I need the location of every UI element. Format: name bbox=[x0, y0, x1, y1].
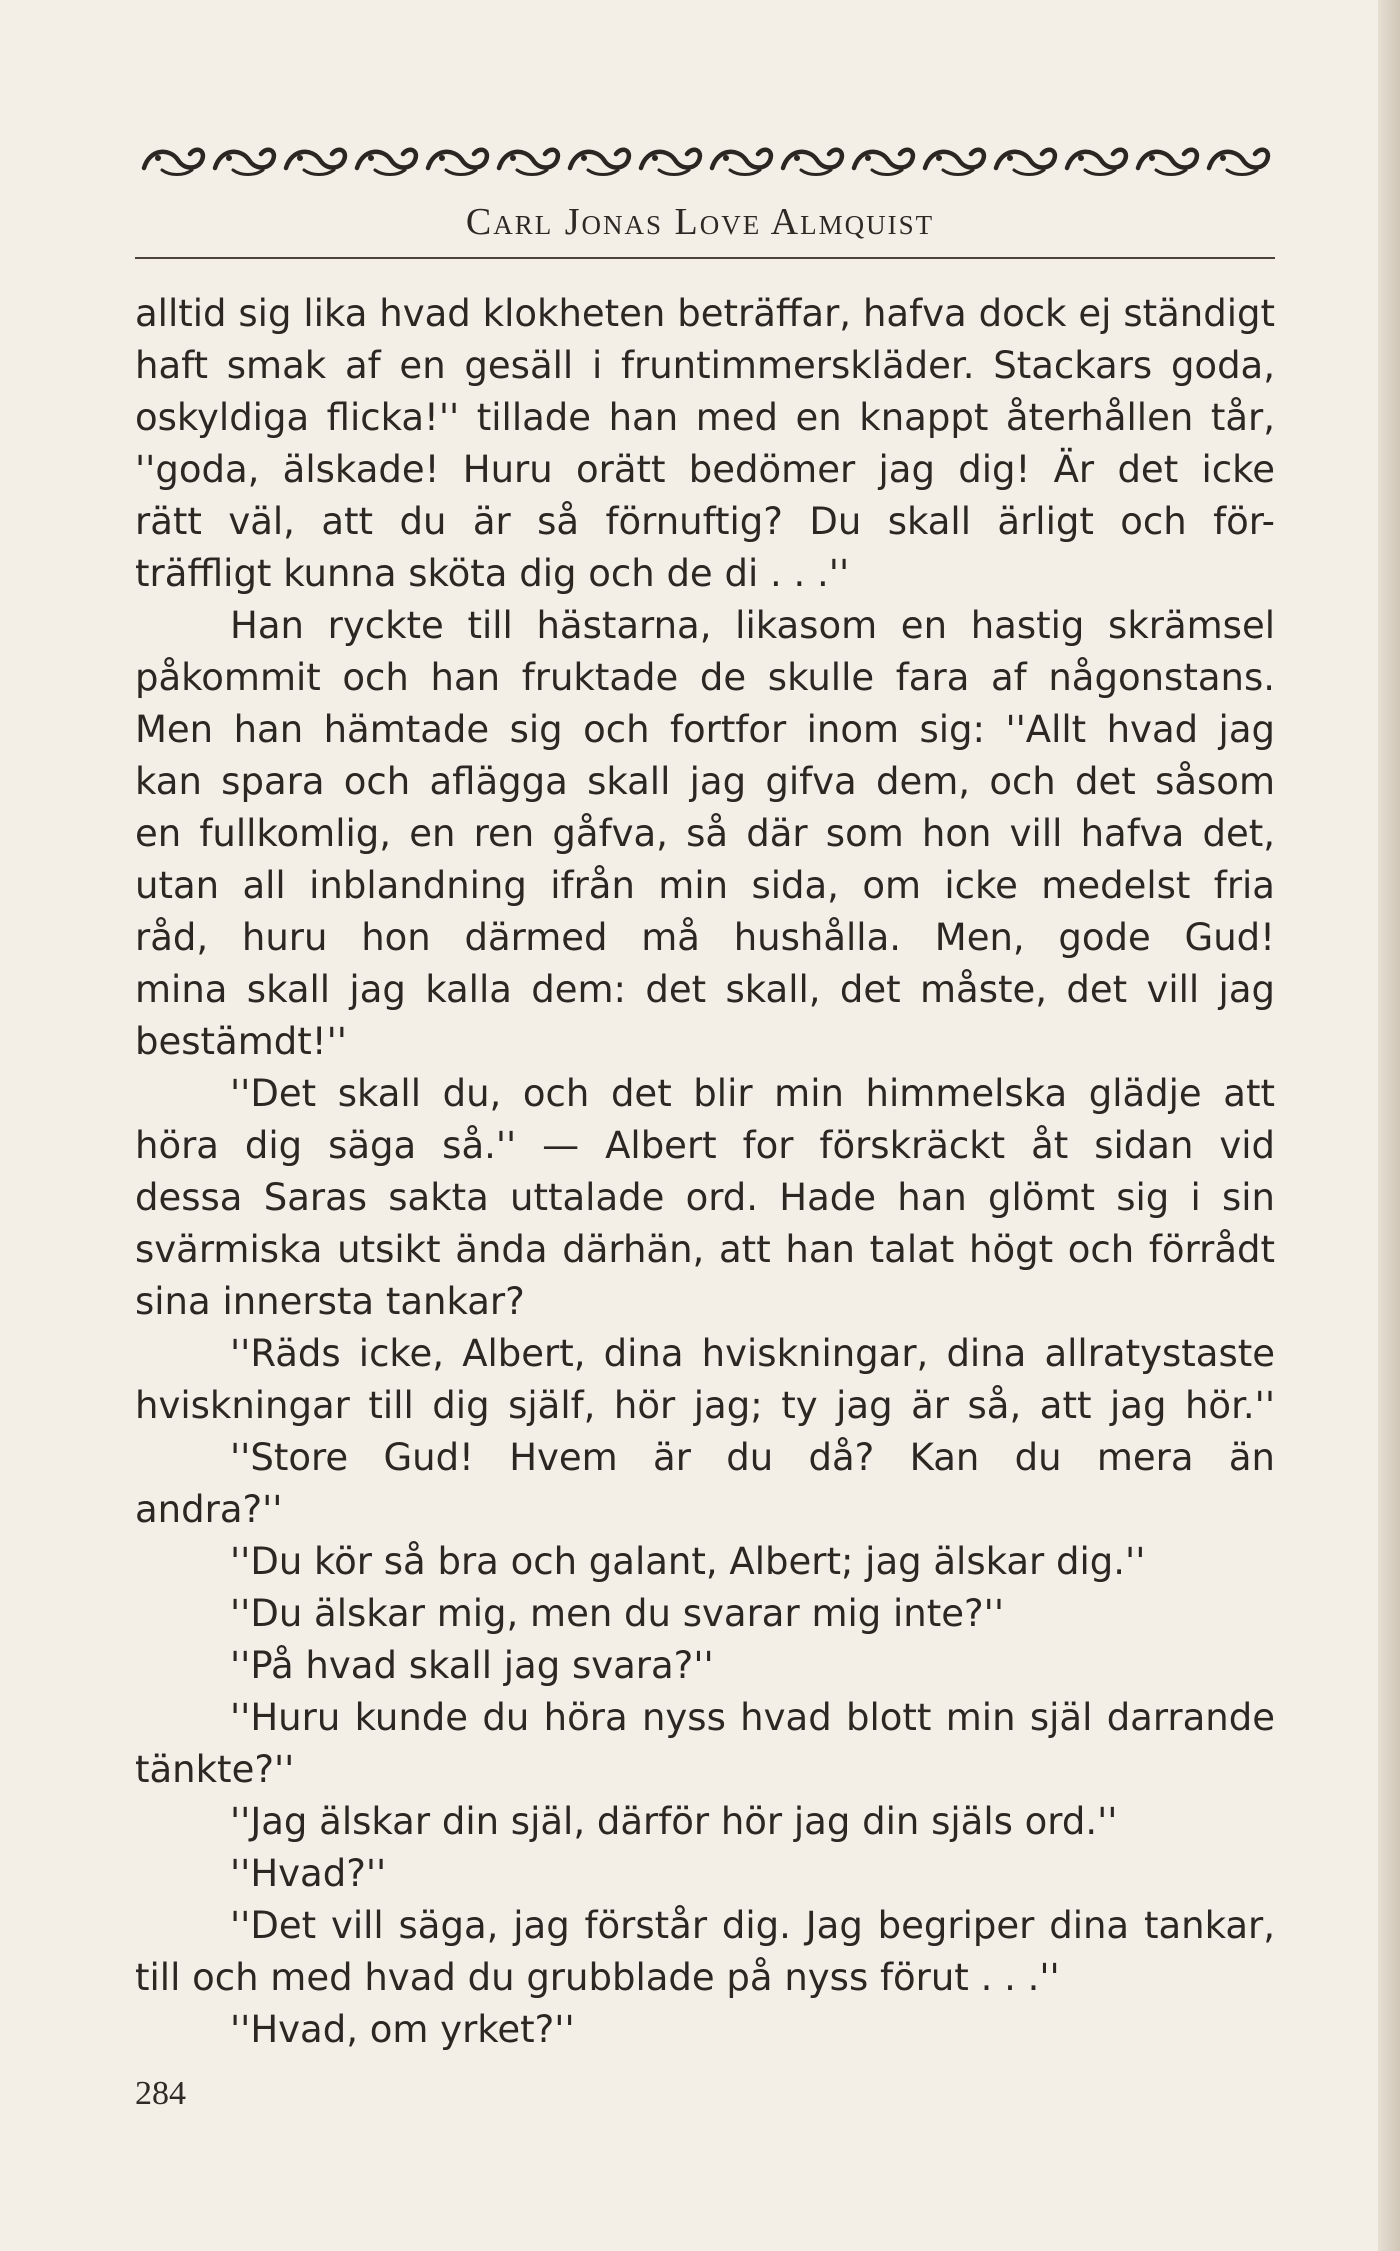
page-number: 284 bbox=[135, 2075, 186, 2112]
text-line: mina skall jag kalla dem: det skall, det måste, det vill jag bbox=[135, 968, 1275, 1011]
header-rule bbox=[135, 257, 1275, 259]
text-line: ''Räds icke, Albert, dina hviskningar, dina allratystaste bbox=[230, 1332, 1275, 1375]
text-line: oskyldiga flicka!'' tillade han med en knappt återhållen tår, bbox=[135, 396, 1275, 439]
page-edge-shadow bbox=[1378, 0, 1400, 2251]
text-line: alltid sig lika hvad klokheten beträffar, hafva dock ej ständigt bbox=[135, 292, 1275, 335]
text-line: träffligt kunna sköta dig och de di . . .'' bbox=[135, 552, 850, 595]
text-line: ''Hvad, om yrket?'' bbox=[230, 2008, 575, 2051]
text-line: utan all inblandning ifrån min sida, om icke medelst fria bbox=[135, 864, 1275, 907]
text-line: bestämdt!'' bbox=[135, 1020, 347, 1063]
text-line: svärmiska utsikt ända därhän, att han talat högt och förrådt bbox=[135, 1228, 1275, 1271]
text-line: rätt väl, att du är så förnuftig? Du skall ärligt och för- bbox=[135, 500, 1275, 543]
text-line: ''Du kör så bra och galant, Albert; jag älskar dig.'' bbox=[230, 1540, 1146, 1583]
text-line: ''På hvad skall jag svara?'' bbox=[230, 1644, 714, 1687]
text-line: tänkte?'' bbox=[135, 1748, 295, 1791]
text-line: påkommit och han fruktade de skulle fara af någonstans. bbox=[135, 656, 1275, 699]
text-line: höra dig säga så.'' — Albert for förskräckt åt sidan vid bbox=[135, 1124, 1275, 1167]
text-line: ''Hvad?'' bbox=[230, 1852, 387, 1895]
text-line: haft smak af en gesäll i fruntimmerskläder. Stackars goda, bbox=[135, 344, 1275, 387]
text-line: Men han hämtade sig och fortfor inom sig: ''Allt hvad jag bbox=[135, 708, 1275, 751]
running-head: Carl Jonas Love Almquist bbox=[465, 201, 935, 243]
text-line: råd, huru hon därmed må hushålla. Men, gode Gud! bbox=[135, 916, 1275, 959]
text-line: ''Huru kunde du höra nyss hvad blott min själ darrande bbox=[230, 1696, 1275, 1739]
text-line: dessa Saras sakta uttalade ord. Hade han glömt sig i sin bbox=[135, 1176, 1275, 1219]
text-line: till och med hvad du grubblade på nyss förut . . .'' bbox=[135, 1956, 1060, 1999]
text-line: ''Store Gud! Hvem är du då? Kan du mera än bbox=[230, 1436, 1275, 1479]
text-line: Han ryckte till hästarna, likasom en hastig skrämsel bbox=[230, 604, 1275, 647]
text-line: kan spara och aflägga skall jag gifva dem, och det såsom bbox=[135, 760, 1275, 803]
body-text bbox=[135, 288, 1275, 2056]
text-line: ''goda, älskade! Huru orätt bedömer jag dig! Är det icke bbox=[135, 448, 1275, 491]
text-line: ''Det vill säga, jag förstår dig. Jag begriper dina tankar, bbox=[230, 1904, 1275, 1947]
text-line: ''Jag älskar din själ, därför hör jag din själs ord.'' bbox=[230, 1800, 1118, 1843]
text-line: andra?'' bbox=[135, 1488, 283, 1531]
text-line: hviskningar till dig själf, hör jag; ty jag är så, att jag hör.'' bbox=[135, 1384, 1275, 1427]
decorative-border-ornament bbox=[140, 140, 1280, 180]
text-line: sina innersta tankar? bbox=[135, 1280, 525, 1323]
text-line: ''Det skall du, och det blir min himmelska glädje att bbox=[230, 1072, 1275, 1115]
text-line: ''Du älskar mig, men du svarar mig inte?'' bbox=[230, 1592, 1005, 1635]
text-line: en fullkomlig, en ren gåfva, så där som hon vill hafva det, bbox=[135, 812, 1275, 855]
